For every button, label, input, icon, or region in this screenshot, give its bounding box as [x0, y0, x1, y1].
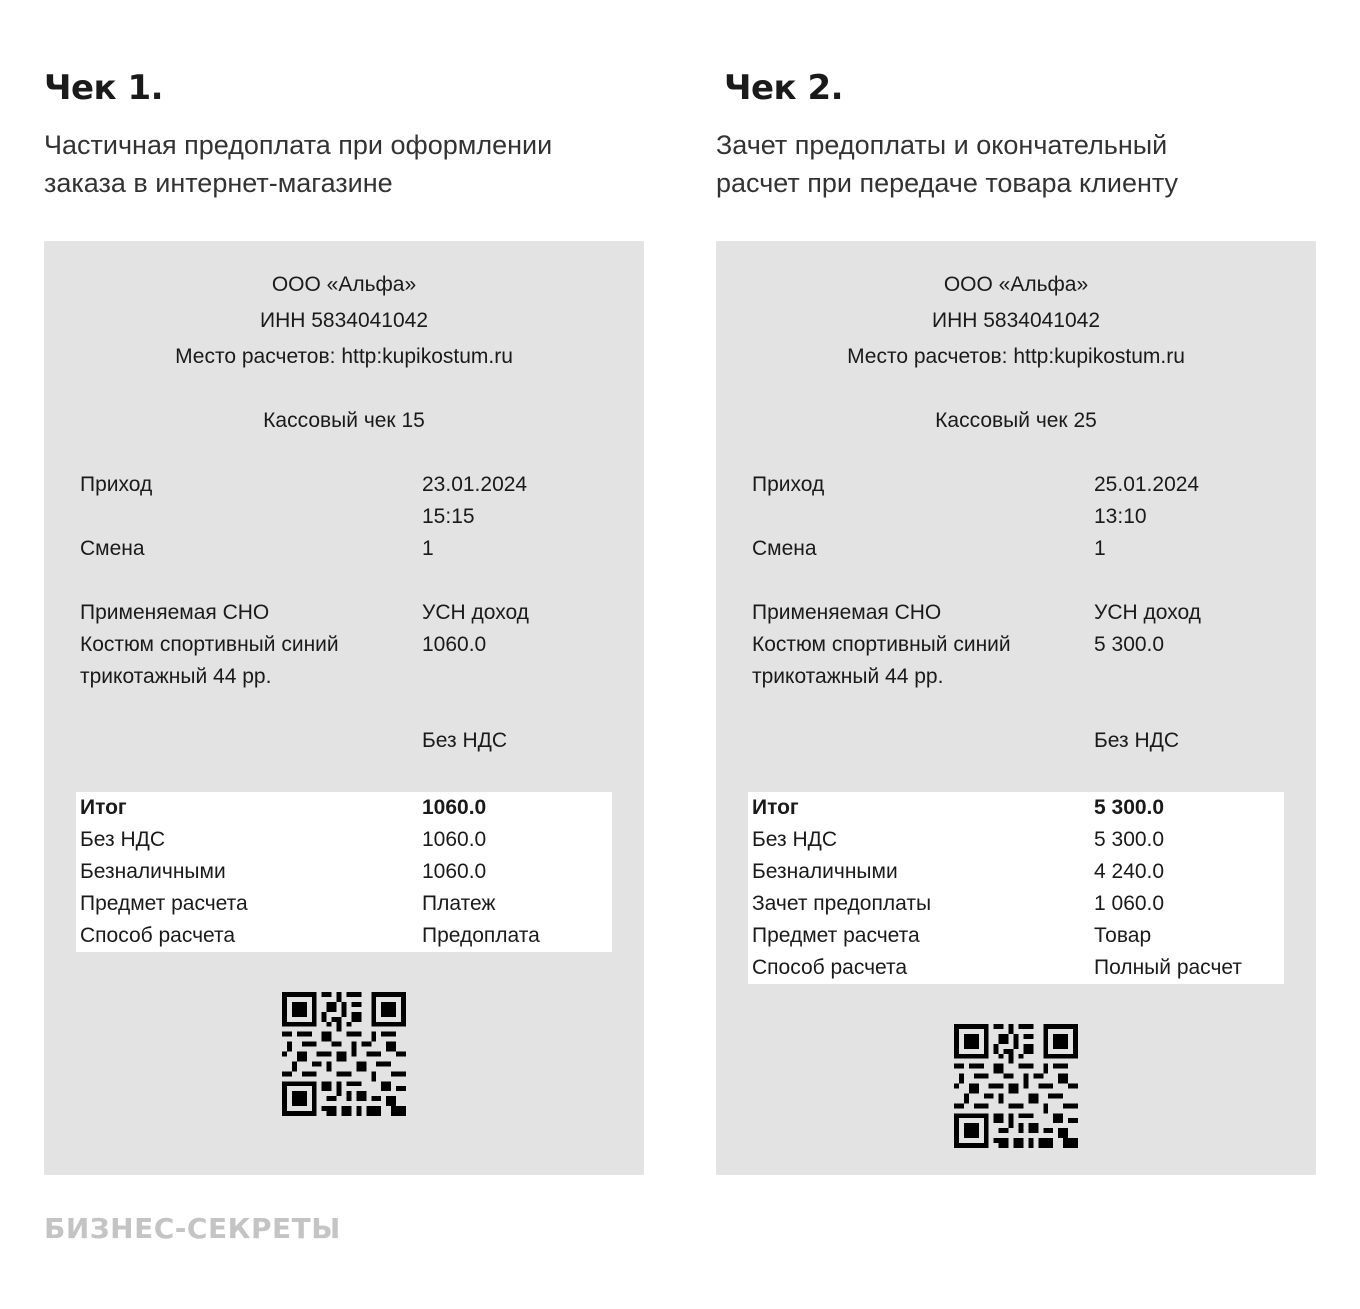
qr-code-icon: [954, 1024, 1078, 1148]
totals-row: [76, 824, 612, 856]
company-name: ООО «Альфа»: [943, 273, 1089, 296]
totals-label: Предмет расчета: [752, 924, 920, 947]
receipt-number: Кассовый чек 15: [263, 409, 425, 432]
total-label: Итог: [80, 796, 127, 819]
qr-code-icon: [282, 992, 406, 1116]
brand-logo: БИЗНЕС-СЕКРЕТЫ: [44, 1212, 341, 1245]
tax-value: УСН доход: [1094, 601, 1201, 624]
receipt-2-card: [716, 241, 1316, 1175]
shift-value: 1: [422, 537, 434, 560]
totals-row: [748, 824, 1284, 856]
inn: ИНН 5834041042: [931, 309, 1101, 332]
item-value: 1060.0: [422, 633, 487, 656]
totals-label: Без НДС: [80, 828, 166, 851]
receipt-number: Кассовый чек 25: [935, 409, 1097, 432]
totals-row: [76, 920, 612, 952]
totals-row: [748, 952, 1284, 984]
total-value: 5 300.0: [1094, 796, 1165, 819]
totals-value: Полный расчет: [1094, 956, 1242, 979]
totals-label: Предмет расчета: [80, 892, 248, 915]
totals-label: Безналичными: [752, 860, 898, 883]
payment-place: Место расчетов: http:kupikostum.ru: [847, 345, 1185, 368]
tax-value: УСН доход: [422, 601, 529, 624]
income-value: 23.01.2024 15:15: [422, 473, 528, 528]
item-label: Костюм спортивный синий трикотажный 44 рр.: [752, 633, 1011, 688]
totals-value: Товар: [1094, 924, 1152, 947]
totals-label: Без НДС: [752, 828, 838, 851]
item-label: Костюм спортивный синий трикотажный 44 рр.: [80, 633, 339, 688]
totals-row: [76, 856, 612, 888]
totals-row: [748, 888, 1284, 920]
tax-label: Применяемая СНО: [752, 601, 942, 624]
totals-row: [748, 920, 1284, 952]
payment-place: Место расчетов: http:kupikostum.ru: [175, 345, 513, 368]
totals-label: Способ расчета: [80, 924, 236, 947]
receipt-1-subtitle: Частичная предоплата при оформлении заказа в интернет-магазине: [44, 130, 553, 198]
receipt-2-heading: Чек 2.: [724, 68, 844, 108]
totals-value: 1060.0: [422, 860, 487, 883]
totals-value: Платеж: [422, 892, 496, 915]
totals-label: Зачет предоплаты: [752, 892, 932, 915]
total-label: Итог: [752, 796, 799, 819]
vat-value: Без НДС: [1094, 729, 1180, 752]
totals-label: Способ расчета: [752, 956, 908, 979]
company-name: ООО «Альфа»: [271, 273, 417, 296]
shift-label: Смена: [80, 537, 145, 560]
shift-label: Смена: [752, 537, 817, 560]
total-row: [76, 792, 612, 824]
total-value: 1060.0: [422, 796, 487, 819]
totals-value: 1060.0: [422, 828, 487, 851]
inn: ИНН 5834041042: [259, 309, 429, 332]
income-value: 25.01.2024 13:10: [1094, 473, 1200, 528]
totals-value: 1 060.0: [1094, 892, 1165, 915]
receipt-1-card: [44, 241, 644, 1175]
item-value: 5 300.0: [1094, 633, 1165, 656]
receipt-2-subtitle: Зачет предоплаты и окончательный расчет при передаче товара клиенту: [716, 130, 1179, 198]
vat-value: Без НДС: [422, 729, 508, 752]
receipt-1-heading: Чек 1.: [44, 68, 164, 108]
tax-label: Применяемая СНО: [80, 601, 270, 624]
totals-block: [76, 792, 612, 952]
shift-value: 1: [1094, 537, 1106, 560]
totals-row: [76, 888, 612, 920]
totals-label: Безналичными: [80, 860, 226, 883]
totals-value: 5 300.0: [1094, 828, 1165, 851]
totals-row: [748, 856, 1284, 888]
totals-value: Предоплата: [422, 924, 540, 947]
totals-value: 4 240.0: [1094, 860, 1165, 883]
totals-block: [748, 792, 1284, 984]
income-label: Приход: [752, 473, 825, 496]
income-label: Приход: [80, 473, 153, 496]
total-row: [748, 792, 1284, 824]
